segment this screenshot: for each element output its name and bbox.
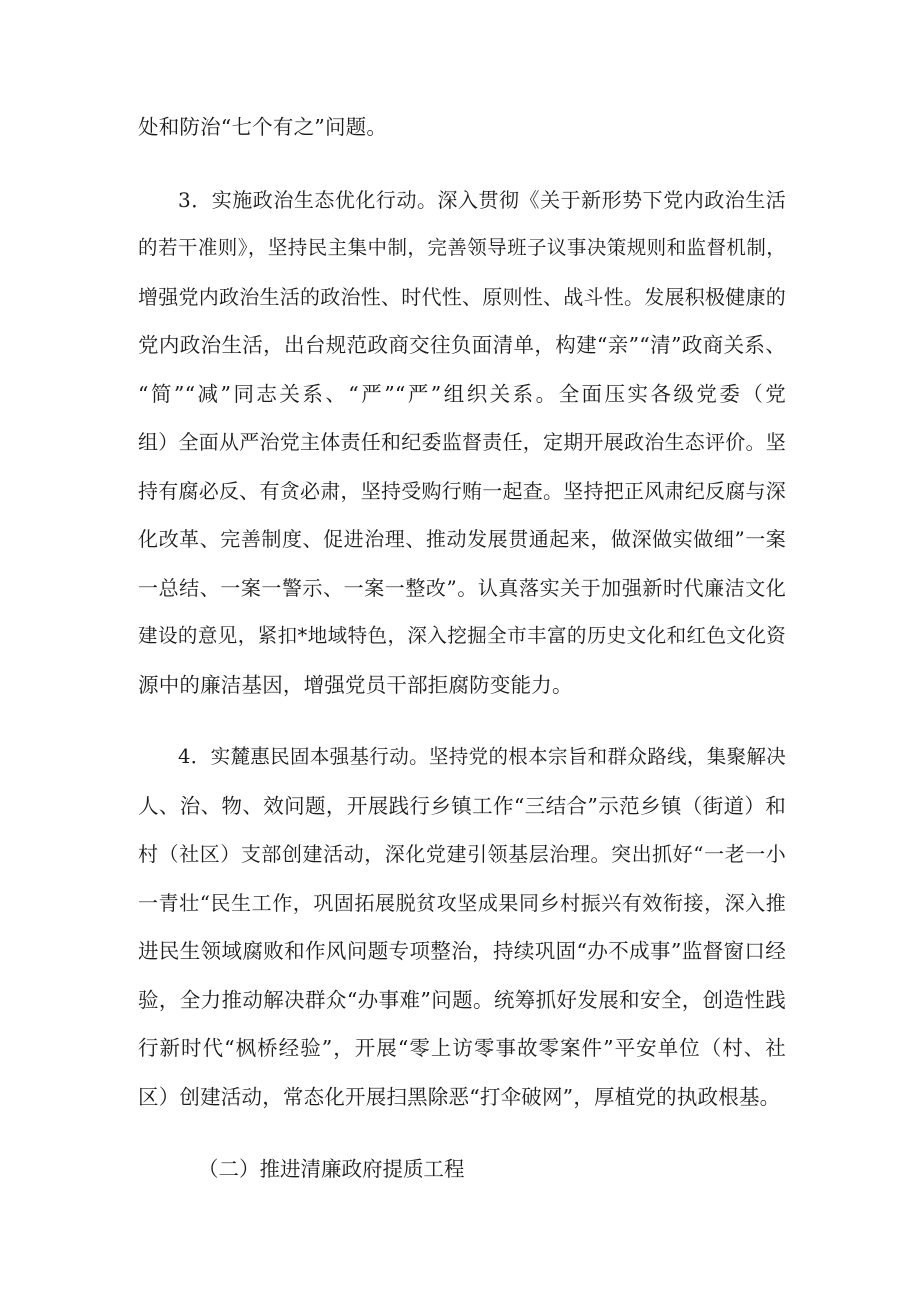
paragraph-line: 源中的廉洁基因，增强党员干部拒腐防变能力。	[138, 672, 573, 697]
paragraph-4	[138, 733, 786, 1121]
paragraph-line: 4．实麓惠民固本强基行动。坚持党的根本宗旨和群众路线，集聚解决	[178, 745, 786, 768]
paragraph-line: 建设的意见，紧扣*地域特色，深入挖掘全市丰富的历史文化和红色文化资	[138, 624, 786, 647]
paragraph-line: 区）创建活动，常态化开展扫黑除恶“打伞破网”，厚植党的执政根基。	[138, 1084, 781, 1109]
paragraph-line: 组）全面从严治党主体责任和纪委监督责任，定期开展政治生态评价。坚	[138, 430, 786, 454]
document-page	[138, 103, 786, 1194]
paragraph-line: “简”“减”同志关系、“严”“严”组织关系。全面压实各级党委（党	[138, 381, 786, 406]
paragraph-3	[138, 176, 786, 710]
paragraph-line: 党内政治生活，出台规范政商交往负面清单，构建“亲”“清”政商关系、	[138, 333, 786, 357]
paragraph-line: 3．实施政治生态优化行动。深入贯彻《关于新形势下党内政治生活	[178, 187, 786, 212]
paragraph-line: 持有腐必反、有贪必肃，坚持受购行贿一起查。坚持把正风肃纪反腐与深	[138, 478, 786, 503]
paragraph-line: 行新时代“枫桥经验”，开展“零上访零事故零案件”平安单位（村、社	[138, 1036, 786, 1060]
paragraph-line: 的若干准则》，坚持民主集中制，完善领导班子议事决策规则和监督机制，	[138, 236, 786, 259]
paragraph-line: 人、治、物、效问题，开展践行乡镇工作“三结合”示范乡镇（街道）和	[138, 793, 786, 818]
intro-tail-line: 处和防治“七个有之”问题。	[138, 115, 388, 139]
paragraph-line: 增强党内政治生活的政治性、时代性、原则性、战斗性。发展积极健康的	[138, 284, 786, 309]
paragraph-line: 进民生领域腐败和作风问题专项整治，持续巩固“办不成事”监督窗口经	[138, 939, 786, 963]
section-heading: （二）推进清廉政府提质工程	[198, 1157, 465, 1181]
paragraph-line: 村（社区）支部创建活动，深化党建引领基层治理。突出抓好“一老一小	[138, 842, 786, 866]
paragraph-line: 验，全力推动解决群众“办事难”问题。统筹抓好发展和安全，创造性践	[138, 987, 786, 1012]
paragraph-line: 化改革、完善制度、促进治理、推动发展贯通起来，做深做实做细”一案	[138, 527, 786, 551]
paragraph-line: 一青壮“民生工作，巩固拓展脱贫攻坚成果同乡村振兴有效衔接，深入推	[138, 890, 786, 915]
paragraph-line: 一总结、一案一警示、一案一整改”。认真落实关于加强新时代廉洁文化	[138, 575, 786, 600]
